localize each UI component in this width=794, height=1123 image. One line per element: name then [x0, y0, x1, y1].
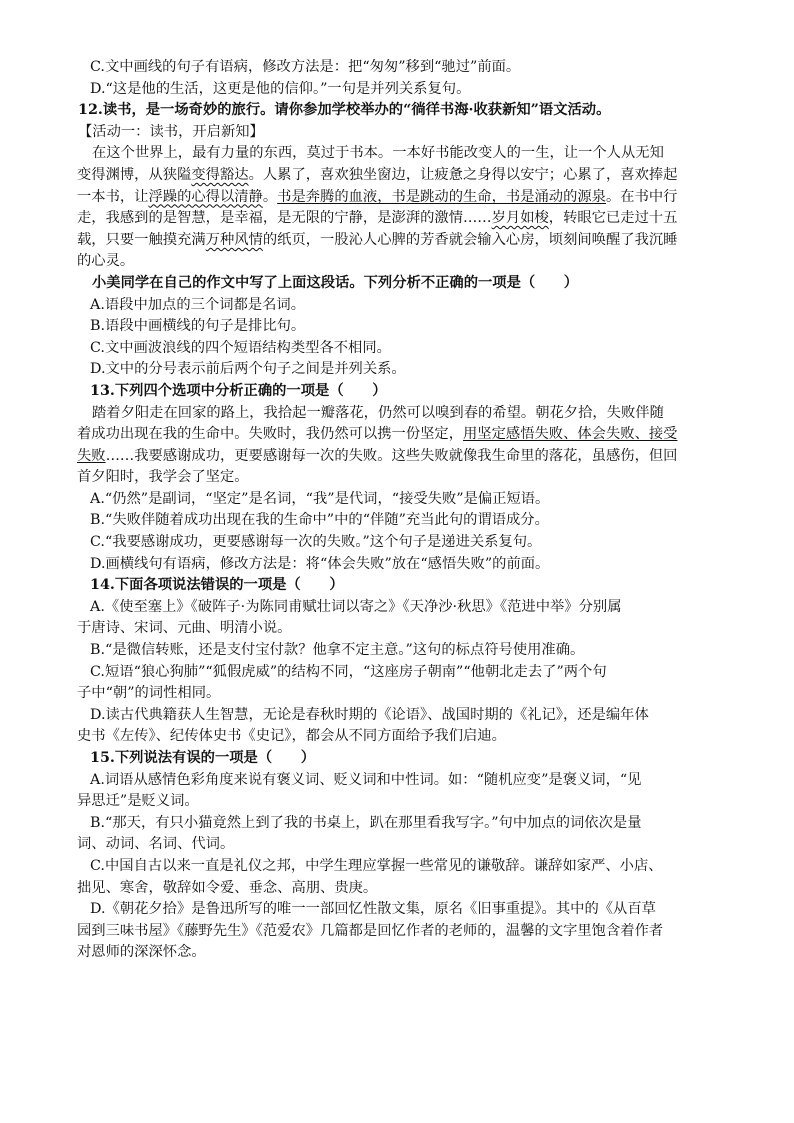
underlined-sentence: 失败 — [77, 447, 106, 464]
question-15-title: 15.下列说法有误的一项是（ ） — [90, 750, 316, 766]
option-b-q13: B.“失败伴随着成功出现在我的生命中”中的“伴随”充当此句的谓语成分。 — [90, 512, 549, 529]
passage-2-line-2: 着成功出现在我的生命中。失败时，我仍然可以携一份坚定，用坚定感悟失败、体会失败、接受 — [77, 426, 678, 443]
option-d-q11: D.“这是他的生活，这更是他的信仰。”一句是并列关系复句。 — [90, 80, 471, 97]
option-d-q12: D.文中的分号表示前后两个句子之间是并列关系。 — [90, 361, 406, 378]
question-12-title: 12.读书，是一场奇妙的旅行。请你参加学校举办的“徜徉书海·收获新知”语文活动。 — [78, 102, 611, 119]
option-a-q15-line-2: 异思迁”是贬义词。 — [77, 793, 199, 810]
option-c-q14-line-1: C.短语“狼心狗肺”“狐假虎威”的结构不同，“这座房子朝南”“他朝北走去了”两个句 — [90, 663, 607, 680]
option-d-q14-line-2: 史书《左传》、纪传体史书《史记》，都会从不同方面给予我们启迪。 — [77, 728, 506, 745]
option-b-q15-line-1: B.“那天，有只小猫竟然上到了我的书桌上，趴在那里看我写字。”句中加点的词依次是量 — [90, 814, 642, 831]
passage-2-line-1: 踏着夕阳走在回家的路上，我拾起一瓣落花，仍然可以嗅到春的希望。朝花夕拾，失败伴随 — [92, 404, 664, 421]
document-page — [77, 57, 730, 964]
underlined-sentence: 书是奔腾的血液，书是跳动的生命，书是涌动的源泉 — [277, 188, 606, 205]
passage-1-line-4: 走，我感到的是智慧，是幸福，是无限的宁静，是澎湃的激情……岁月如梭，转眼它已走过十五 — [77, 210, 678, 227]
question-13-title: 13.下列四个选项中分析正确的一项是（ ） — [90, 382, 387, 399]
wavy-phrase: 变得豁达 — [191, 166, 249, 183]
option-a-q14-line-1: A.《使至塞上》《破阵子·为陈同甫赋壮词以寄之》《天净沙·秋思》《范进中举》分别属 — [90, 598, 622, 615]
option-d-q15-line-3: 对恩师的深深怀念。 — [77, 944, 206, 961]
option-d-q13: D.画横线句有语病，修改方法是：将“体会失败”放在“感悟失败”的前面。 — [90, 555, 550, 572]
option-c-q12: C.文中画波浪线的四个短语结构类型各不相同。 — [90, 339, 391, 356]
option-c-q14-line-2: 子中“朝”的词性相同。 — [77, 685, 221, 702]
option-c-q15-line-2: 拙见、寒舍，敬辞如令爱、垂念、高朋、贵庚。 — [77, 879, 378, 896]
option-d-q15-line-2: 园到三味书屋》《藤野先生》《范爱农》几篇都是回忆作者的老师的，温馨的文字里饱含着作者 — [77, 922, 664, 939]
option-a-q14-line-2: 于唐诗、宋词、元曲、明清小说。 — [77, 620, 292, 637]
option-d-q14-line-1: D.读古代典籍获人生智慧，无论是春秋时期的《论语》、战国时期的《礼记》，还是编年体 — [90, 706, 649, 723]
wavy-phrase: 浮躁的心得以清静 — [148, 188, 263, 205]
option-a-q15-line-1: A.词语从感情色彩角度来说有褒义词、贬义词和中性词。如：“随机应变”是褒义词，“见 — [90, 771, 642, 788]
option-a-q13: A.“仍然”是副词，“坚定”是名词，“我”是代词，“接受失败”是偏正短语。 — [90, 490, 550, 507]
option-c-q11: C.文中画线的句子有语病，修改方法是：把“匆匆”移到“驰过”前面。 — [90, 59, 521, 75]
wavy-phrase: 万种风情 — [205, 231, 263, 248]
underlined-sentence: 用坚定感悟失败、体会失败、接受 — [463, 426, 678, 443]
passage-1-line-5: 载，只要一触摸充满万种风情的纸页，一股沁人心脾的芳香就会输入心房，顷刻间唤醒了我沉睡 — [77, 231, 678, 248]
question-12-stem: 小美同学在自己的作文中写了上面这段话。下列分析不正确的一项是（ ） — [92, 274, 579, 291]
question-14-title: 14.下面各项说法错误的一项是（ ） — [90, 577, 344, 594]
passage-1-line-1: 在这个世界上，最有力量的东西，莫过于书本。一本好书能改变人的一生，让一个人从无知 — [92, 145, 664, 162]
option-c-q15-line-1: C.中国自古以来一直是礼仪之邦，中学生理应掌握一些常见的谦敬辞。谦辞如家严、小店、 — [90, 857, 663, 874]
option-a-q12: A.语段中加点的三个词都是名词。 — [90, 296, 306, 313]
passage-1-line-6: 的心灵。 — [77, 253, 135, 270]
activity-heading: 【活动一：读书，开启新知】 — [78, 123, 264, 140]
option-c-q13: C.“我要感谢成功，更要感谢每一次的失败。”这个句子是递进关系复句。 — [90, 534, 542, 551]
wavy-phrase: 岁月如梭 — [491, 210, 549, 227]
passage-2-line-4: 首夕阳时，我学会了坚定。 — [77, 469, 249, 486]
option-d-q15-line-1: D.《朝花夕拾》是鲁迅所写的唯一一部回忆性散文集，原名《旧事重提》。其中的《从百草 — [90, 901, 656, 918]
passage-1-line-3: 一本书，让浮躁的心得以清静。书是奔腾的血液，书是跳动的生命，书是涌动的源泉。在书中行 — [77, 188, 678, 205]
passage-1-line-2: 变得渊博，从狭隘变得豁达。人累了，喜欢独坐窗边，让疲惫之身得以安宁；心累了，喜欢捧起 — [77, 166, 678, 183]
option-b-q15-line-2: 词、动词、名词、代词。 — [77, 836, 235, 853]
option-b-q12: B.语段中画横线的句子是排比句。 — [90, 318, 306, 335]
passage-2-line-3: 失败……我要感谢成功，更要感谢每一次的失败。这些失败就像我生命里的落花，虽感伤，但回 — [77, 447, 678, 464]
option-b-q14: B.“是微信转账，还是支付宝付款？他拿不定主意。”这句的标点符号使用准确。 — [90, 642, 585, 659]
